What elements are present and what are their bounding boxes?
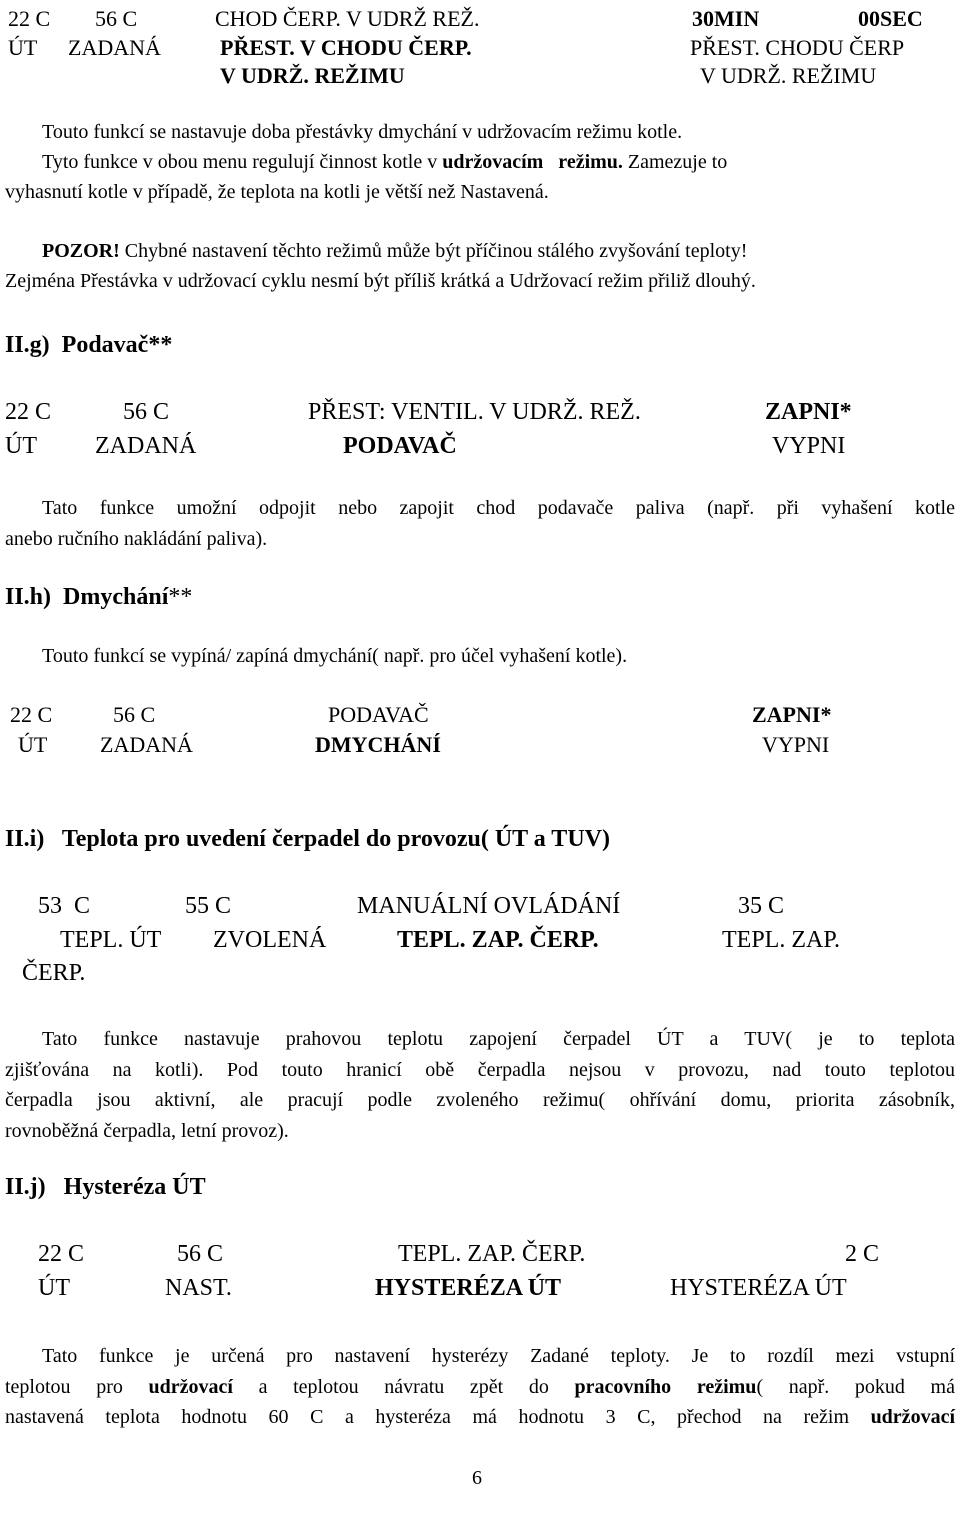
section-j-text-2a: teplotou pro xyxy=(5,1375,149,1398)
display1-val-row3: V UDRŽ. REŽIMU xyxy=(700,63,877,88)
page-number: 6 xyxy=(472,1467,482,1489)
j-temp: 22 C xyxy=(38,1241,85,1267)
intro-line-2b: udržovacím režimu. xyxy=(442,151,623,173)
intro-line-1: Touto funkcí se nastavuje doba přestávky dmychání v udržovacím režimu kotle. xyxy=(42,121,683,143)
section-g-text-2: anebo ručního nakládání paliva). xyxy=(5,527,268,550)
section-h-heading-title: II.h) Dmychání xyxy=(5,584,169,610)
section-i-text xyxy=(5,1024,955,1146)
warning-text: Chybné nastavení těchto režimů může být příčinou stálého zvyšování teploty! xyxy=(119,240,748,262)
section-h-text: Touto funkcí se vypíná/ zapíná dmychání( např. pro účel vyhašení kotle). xyxy=(42,645,628,667)
h-label-zadana: ZADANÁ xyxy=(100,732,193,757)
section-h-heading-stars: ** xyxy=(168,584,193,610)
section-j-text-3b: udržovací xyxy=(870,1406,955,1428)
h-set: 56 C xyxy=(113,702,156,727)
section-g-text-1: Tato funkce umožní odpojit nebo zapojit chod podavače paliva (např. při vyhašení kotle xyxy=(42,497,955,519)
section-i-text-2: zjišťována na kotli). Pod touto hranicí obě čerpadla nejsou v provozu, nad touto teplotou xyxy=(5,1058,955,1081)
section-j-text-2e: ( např. pokud má xyxy=(756,1375,955,1398)
i-func2: TEPL. ZAP. ČERP. xyxy=(397,927,599,953)
section-j-text-3 xyxy=(5,1402,955,1433)
i-label-tepl-ut: TEPL. ÚT xyxy=(60,927,162,953)
section-j-text-2c: a teplotou návratu zpět do xyxy=(232,1375,575,1398)
g-val2: VYPNI xyxy=(772,433,846,459)
display1-temp: 22 C xyxy=(8,6,51,31)
intro-line-2 xyxy=(42,152,727,172)
h-func: PODAVAČ xyxy=(328,702,429,727)
section-j-text-2d: pracovního režimu xyxy=(574,1375,757,1398)
i-val3: ČERP. xyxy=(22,960,86,986)
section-j-text-2b: udržovací xyxy=(148,1375,233,1398)
display1-label-ut: ÚT xyxy=(8,35,38,60)
g-val: ZAPNI* xyxy=(765,399,852,425)
h-val: ZAPNI* xyxy=(752,702,832,727)
j-val2: HYSTERÉZA ÚT xyxy=(670,1275,847,1301)
section-j-text-2 xyxy=(5,1372,955,1403)
i-val2: TEPL. ZAP. xyxy=(722,927,841,953)
section-j-text-3a: nastavená teplota hodnotu 60 C a hysteréza má hodnotu 3 C, přechod na režim xyxy=(5,1406,871,1428)
section-i-text-4: rovnoběžná čerpadla, letní provoz). xyxy=(5,1119,289,1142)
g-func2: PODAVAČ xyxy=(343,433,457,459)
section-j-text-1: Tato funkce je určená pro nastavení hysterézy Zadané teploty. Je to rozdíl mezi vstupní xyxy=(42,1345,955,1367)
display1-val2: 00SEC xyxy=(858,6,923,31)
j-label-ut: ÚT xyxy=(38,1275,70,1301)
warning-line-1 xyxy=(42,241,747,261)
display1-val1: 30MIN xyxy=(692,6,760,31)
section-j-text xyxy=(5,1341,955,1433)
j-label-nast: NAST. xyxy=(165,1275,232,1301)
i-func: MANUÁLNÍ OVLÁDÁNÍ xyxy=(357,893,621,919)
display1-val-row2: PŘEST. CHODU ČERP xyxy=(690,35,905,60)
section-i-text-1: Tato funkce nastavuje prahovou teplotu zapojení čerpadel ÚT a TUV( je to teplota xyxy=(42,1028,955,1050)
section-i-heading: II.i) Teplota pro uvedení čerpadel do provozu( ÚT a TUV) xyxy=(5,826,610,852)
display1-set: 56 C xyxy=(95,6,138,31)
display1-func2: PŘEST. V CHODU ČERP. xyxy=(220,35,472,60)
section-j-heading: II.j) Hysteréza ÚT xyxy=(5,1174,206,1200)
g-label-zadana: ZADANÁ xyxy=(95,433,197,459)
display1-func3: V UDRŽ. REŽIMU xyxy=(220,63,405,88)
i-label-zvolena: ZVOLENÁ xyxy=(213,927,327,953)
g-func: PŘEST: VENTIL. V UDRŽ. REŽ. xyxy=(308,399,641,425)
section-h-heading xyxy=(5,585,192,609)
g-label-ut: ÚT xyxy=(5,433,37,459)
h-label-ut: ÚT xyxy=(18,732,48,757)
display1-func: CHOD ČERP. V UDRŽ REŽ. xyxy=(215,6,480,31)
section-i-text-3: čerpadla jsou aktivní, ale pracují podle zvoleného režimu( ohřívání domu, priorita zásobník, xyxy=(5,1089,955,1111)
section-g-text xyxy=(5,493,955,554)
h-func2: DMYCHÁNÍ xyxy=(315,732,441,757)
intro-line-2a: Tyto funkce v obou menu regulují činnost kotle v xyxy=(42,151,443,173)
i-val: 35 C xyxy=(738,893,785,919)
i-temp: 53 C xyxy=(38,893,91,919)
section-g-heading: II.g) Podavač** xyxy=(5,332,173,358)
g-temp: 22 C xyxy=(5,399,52,425)
j-set: 56 C xyxy=(177,1241,224,1267)
warning-label: POZOR! xyxy=(42,240,120,262)
g-set: 56 C xyxy=(123,399,170,425)
display1-label-zadana: ZADANÁ xyxy=(68,35,161,60)
j-func2: HYSTERÉZA ÚT xyxy=(375,1275,562,1301)
warning-line-2: Zejména Přestávka v udržovací cyklu nesmí být příliš krátká a Udržovací režim přiliž dlouhý. xyxy=(5,270,756,292)
intro-line-3: vyhasnutí kotle v případě, že teplota na kotli je větší než Nastavená. xyxy=(5,181,549,203)
h-val2: VYPNI xyxy=(762,732,830,757)
j-func: TEPL. ZAP. ČERP. xyxy=(398,1241,586,1267)
j-val: 2 C xyxy=(845,1241,880,1267)
h-temp: 22 C xyxy=(10,702,53,727)
intro-line-2c: Zamezuje to xyxy=(622,151,728,173)
i-set: 55 C xyxy=(185,893,232,919)
